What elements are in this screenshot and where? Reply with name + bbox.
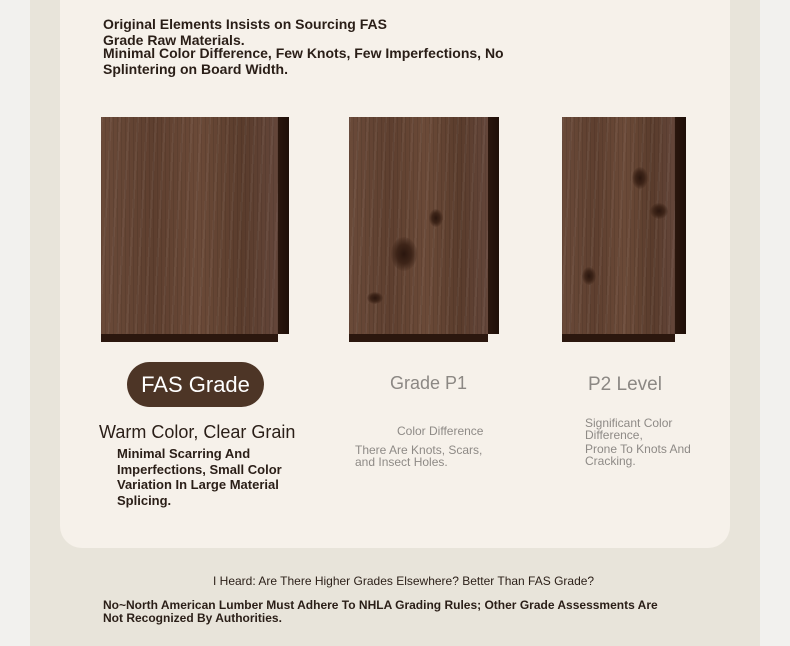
intro-line-1: Original Elements Insists on Sourcing FAS Grade Raw Materials. (103, 16, 387, 48)
footer-question: I Heard: Are There Higher Grades Elsewhere? Better Than FAS Grade? (213, 574, 595, 588)
p1-subtitle: Color Difference (397, 424, 484, 438)
fas-grade-description: Minimal Scarring And Imperfections, Small Color Variation In Large Material Splicing. (117, 446, 282, 508)
intro-line-2: Minimal Color Difference, Few Knots, Few Imperfections, No Splintering on Board Width. (103, 45, 504, 77)
fas-grade-badge: FAS Grade (127, 362, 264, 407)
p1-description: There Are Knots, Scars, and Insect Holes. (355, 443, 483, 469)
footer-answer: No~North American Lumber Must Adhere To NHLA Grading Rules; Other Grade Assessments Are Not Recognized By Authorities. (103, 598, 658, 625)
p2-subtitle: Significant Color Difference, (585, 416, 673, 442)
p2-description: Prone To Knots And Cracking. (585, 442, 691, 468)
grade-p1-label: Grade P1 (390, 373, 468, 393)
p2-wood-sample-image (562, 117, 675, 334)
fas-wood-sample-image (101, 117, 278, 334)
p1-wood-sample-image (349, 117, 488, 334)
p2-level-label: P2 Level (588, 374, 662, 395)
fas-grade-title: Warm Color, Clear Grain (99, 422, 296, 442)
